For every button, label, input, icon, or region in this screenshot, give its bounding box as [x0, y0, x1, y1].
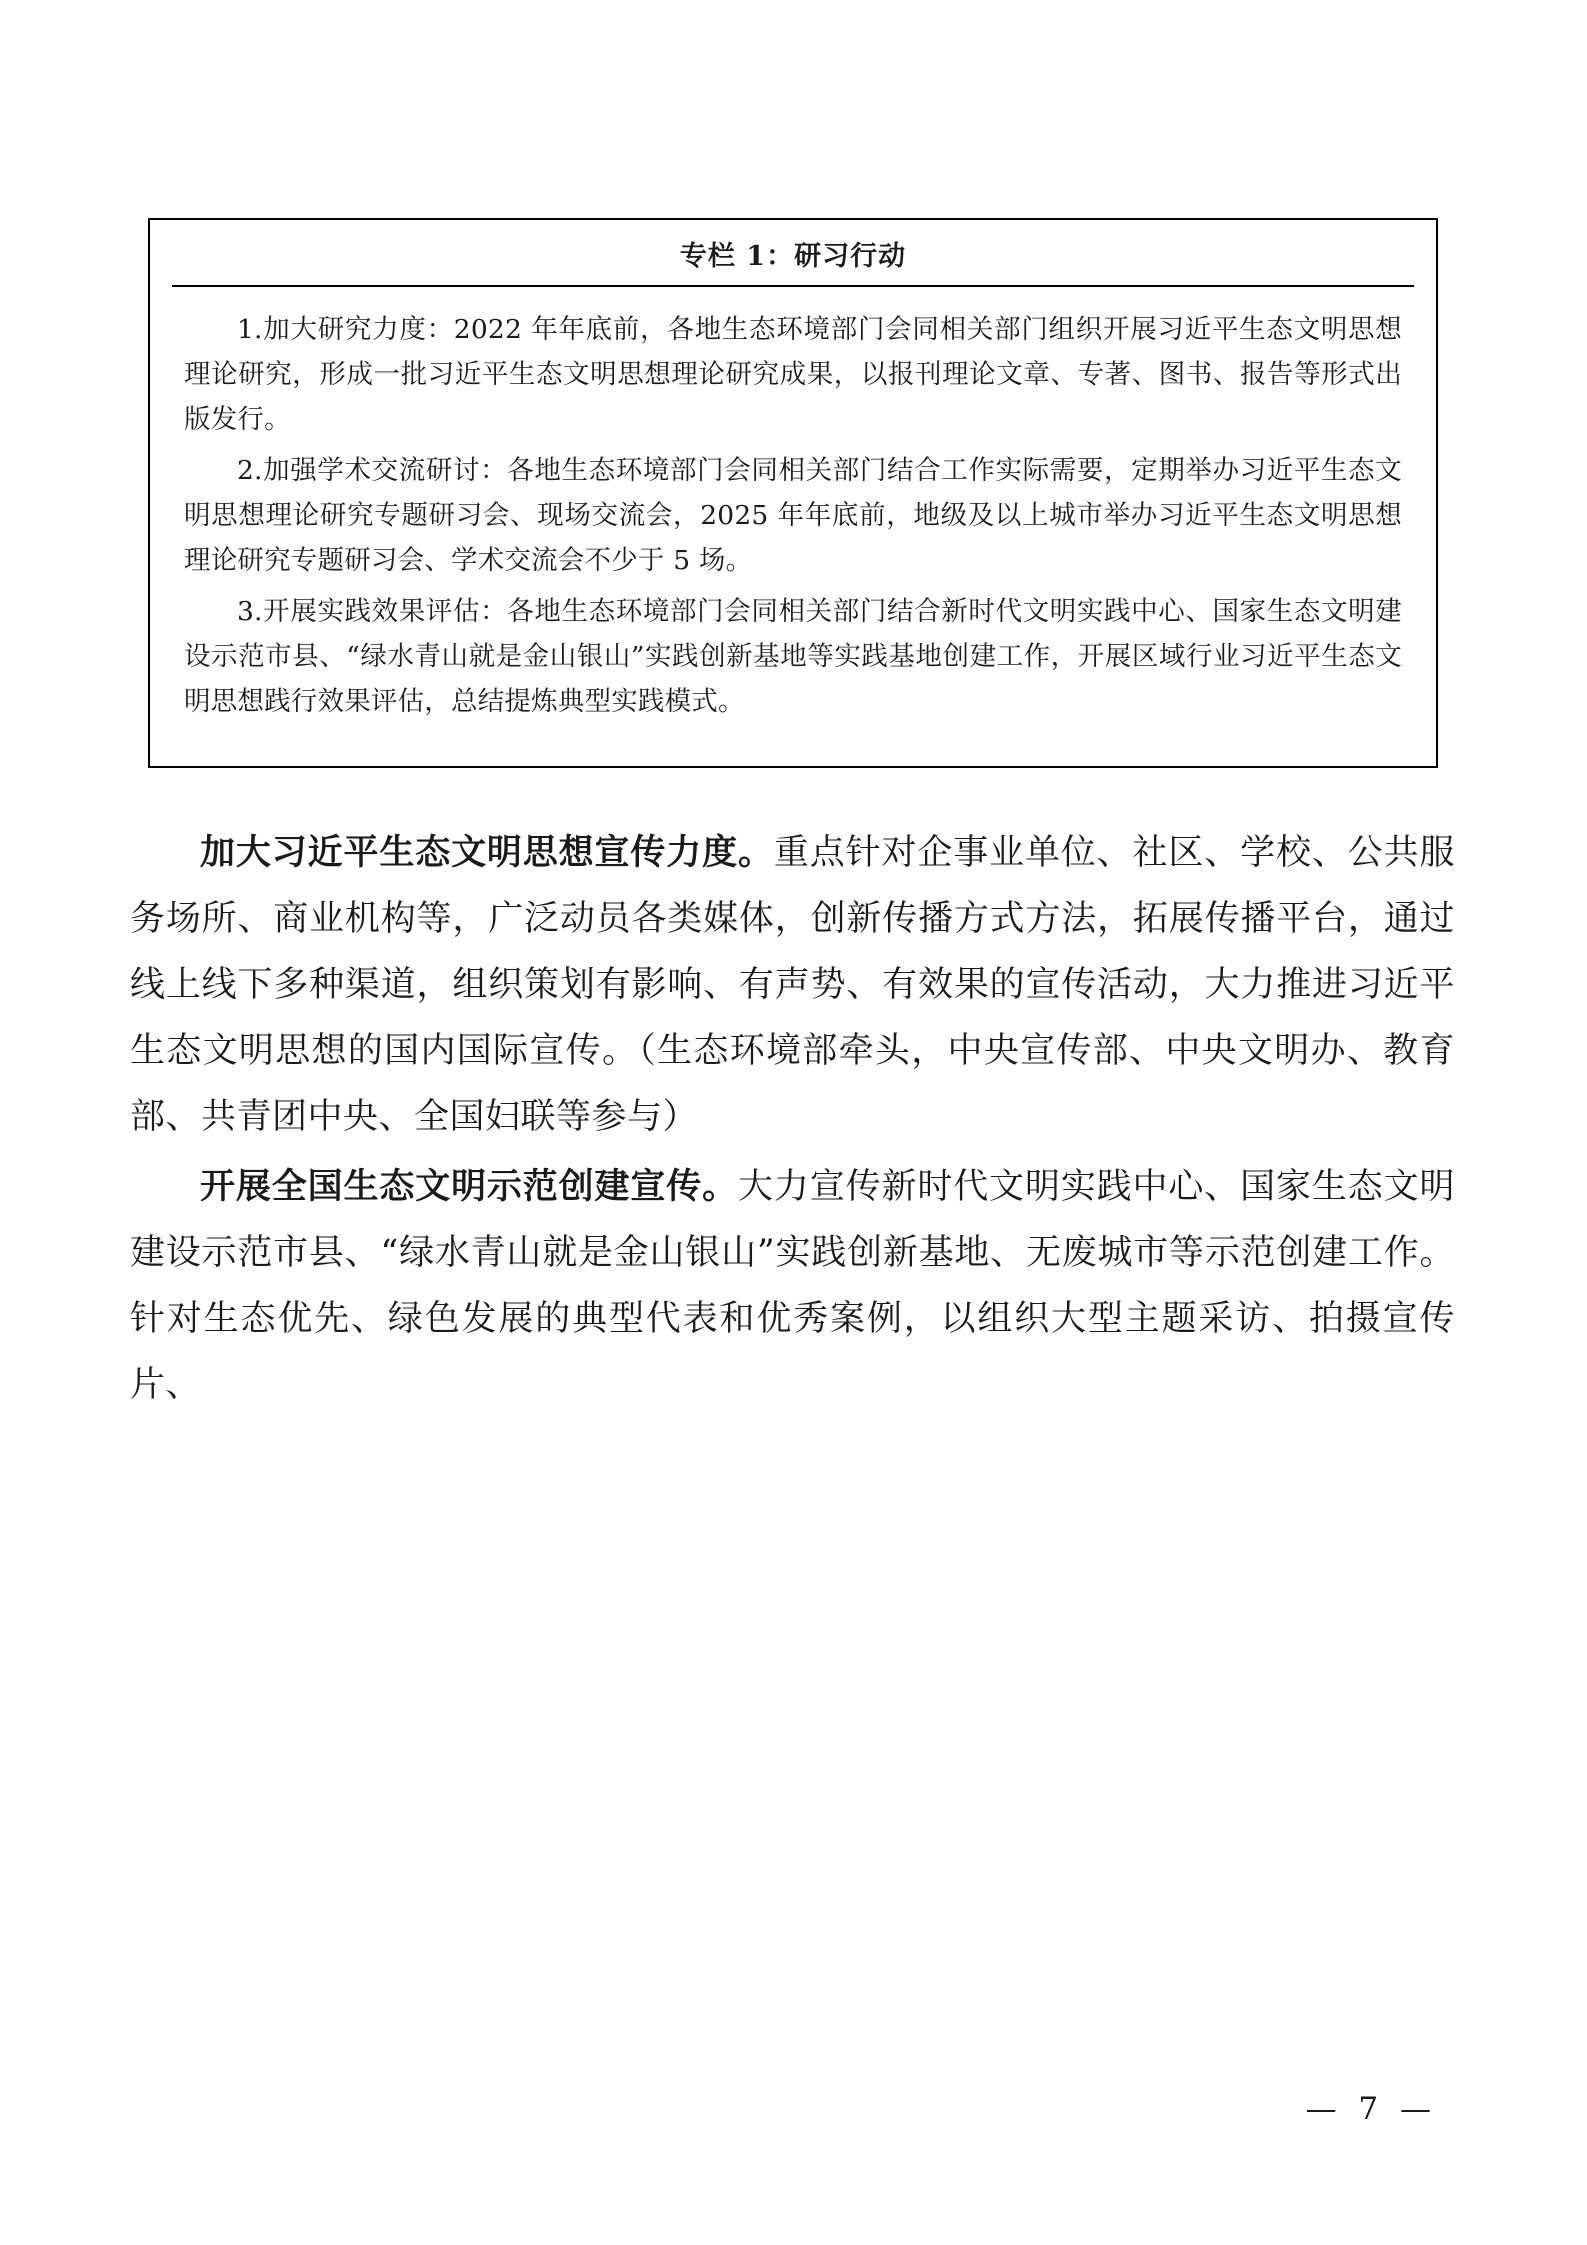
body-text — [130, 820, 1455, 1422]
page-number: — 7 — — [1305, 2091, 1437, 2127]
callout-title: 专栏 1：研习行动 — [679, 241, 907, 272]
callout-item: 2.加强学术交流研讨：各地生态环境部门会同相关部门结合工作实际需要，定期举办习近平生态文明思想理论研究专题研习会、现场交流会，2025 年年底前，地级及以上城市举办习近平生态文明思想理论研究专题研习会、学术交流会不少于 5 场。 — [184, 455, 1402, 576]
paragraph-text: 大力宣传新时代文明实践中心、国家生态文明建设示范市县、“绿水青山就是金山银山”实践创新基地、无废城市等示范创建工作。针对生态优先、绿色发展的典型代表和优秀案例，以组织大型主题采访、拍摄宣传片、 — [130, 1167, 1455, 1405]
callout-box — [148, 218, 1438, 768]
paragraph-lead: 开展全国生态文明示范创建宣传。 — [200, 1166, 739, 1207]
body-paragraph — [130, 820, 1455, 1150]
paragraph-text: 重点针对企事业单位、社区、学校、公共服务场所、商业机构等，广泛动员各类媒体，创新传播方式方法，拓展传播平台，通过线上线下多种渠道，组织策划有影响、有声势、有效果的宣传活动，大力推进习近平生态文明思想的国内国际宣传。（生态环境部牵头，中央宣传部、中央文明办、教育部、共青团中央、全国妇联等参与） — [130, 833, 1455, 1137]
body-paragraph — [130, 1154, 1455, 1418]
callout-item: 1.加大研究力度：2022 年年底前，各地生态环境部门会同相关部门组织开展习近平生态文明思想理论研究，形成一批习近平生态文明思想理论研究成果，以报刊理论文章、专著、图书、报告等形式出版发行。 — [184, 314, 1402, 435]
callout-body — [150, 287, 1436, 766]
callout-item: 3.开展实践效果评估：各地生态环境部门会同相关部门结合新时代文明实践中心、国家生态文明建设示范市县、“绿水青山就是金山银山”实践创新基地等实践基地创建工作，开展区域行业习近平生态文明思想践行效果评估，总结提炼典型实践模式。 — [184, 596, 1402, 717]
paragraph-lead: 加大习近平生态文明思想宣传力度。 — [200, 832, 774, 873]
